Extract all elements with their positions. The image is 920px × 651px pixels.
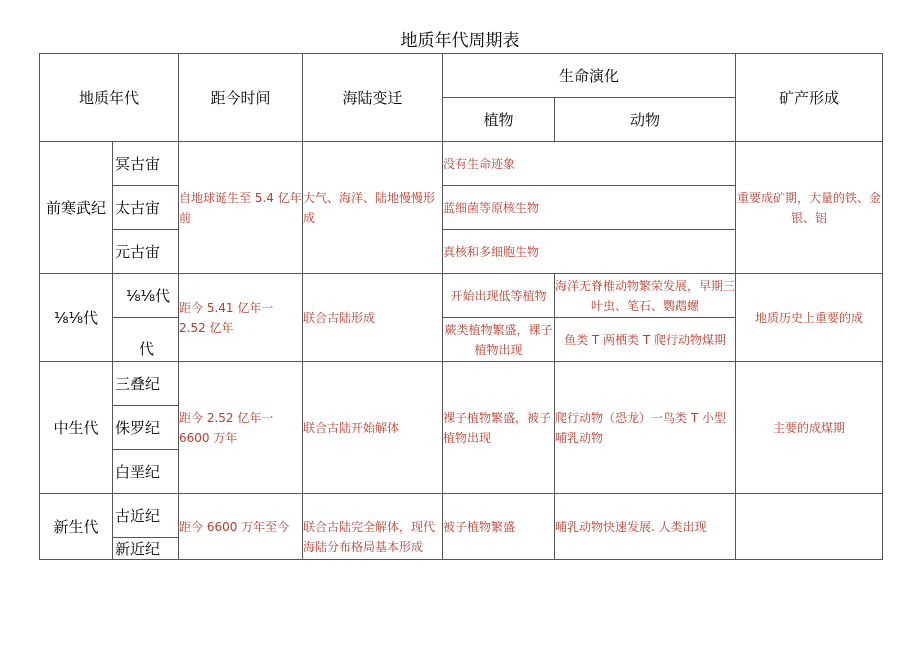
header-animal: 动物 bbox=[555, 98, 736, 142]
page-title: 地质年代周期表 bbox=[400, 31, 520, 51]
cenozoic-plant: 被子植物繁盛 bbox=[443, 494, 555, 560]
mesozoic-sealand: 联合古陆开始解体 bbox=[303, 362, 443, 494]
header-era: 地质年代 bbox=[40, 54, 179, 142]
period-neogene: 新近纪 bbox=[113, 538, 179, 560]
paleozoic-sub-late: 代 bbox=[113, 318, 179, 362]
paleozoic-plant-late: 蕨类植物繁盛，裸子植物出现 bbox=[443, 318, 555, 362]
period-paleogene: 古近纪 bbox=[113, 494, 179, 538]
era-precambrian: 前寒武纪 bbox=[40, 142, 113, 274]
paleozoic-mineral: 地质历史上重要的成 bbox=[736, 274, 883, 362]
eon-proterozoic: 元古宙 bbox=[113, 230, 179, 274]
header-life: 生命演化 bbox=[443, 54, 736, 98]
mesozoic-animal: 爬行动物（恐龙）一鸟类 T 小型哺乳动物 bbox=[555, 362, 736, 494]
paleozoic-sub-early: ⅛⅛代 bbox=[113, 274, 179, 318]
precambrian-life-3: 真核和多细胞生物 bbox=[443, 230, 736, 274]
paleozoic-animal-late: 鱼类 T 两栖类 T 爬行动物煤期 bbox=[555, 318, 736, 362]
paleozoic-plant-early: 开始出现低等植物 bbox=[443, 274, 555, 318]
cenozoic-time: 距今 6600 万年至今 bbox=[179, 494, 303, 560]
mesozoic-plant: 裸子植物繁盛，被子植物出现 bbox=[443, 362, 555, 494]
paleozoic-animal-early: 海洋无脊椎动物繁荣发展，早期三叶虫、笔石、鹦鹉螺 bbox=[555, 274, 736, 318]
eon-hadean: 冥古宙 bbox=[113, 142, 179, 186]
header-sealand: 海陆变迁 bbox=[303, 54, 443, 142]
mesozoic-time: 距今 2.52 亿年一 6600 万年 bbox=[179, 362, 303, 494]
header-time: 距今时间 bbox=[179, 54, 303, 142]
eon-archean: 太古宙 bbox=[113, 186, 179, 230]
era-paleozoic: ⅛⅛代 bbox=[40, 274, 113, 362]
period-jurassic: 侏罗纪 bbox=[113, 406, 179, 450]
cenozoic-mineral bbox=[736, 494, 883, 560]
precambrian-life-1: 没有生命迹象 bbox=[443, 142, 736, 186]
period-triassic: 三叠纪 bbox=[113, 362, 179, 406]
era-mesozoic: 中生代 bbox=[40, 362, 113, 494]
precambrian-mineral: 重要成矿期，大量的铁、金银、铝 bbox=[736, 142, 883, 274]
cenozoic-sealand: 联合古陆完全解体，现代海陆分布格局基本形成 bbox=[303, 494, 443, 560]
paleozoic-sealand: 联合古陆形成 bbox=[303, 274, 443, 362]
header-plant: 植物 bbox=[443, 98, 555, 142]
mesozoic-mineral: 主要的成煤期 bbox=[736, 362, 883, 494]
cenozoic-animal: 哺乳动物快速发展. 人类出现 bbox=[555, 494, 736, 560]
geologic-time-table bbox=[39, 53, 883, 560]
era-cenozoic: 新生代 bbox=[40, 494, 113, 560]
header-mineral: 矿产形成 bbox=[736, 54, 883, 142]
period-cretaceous: 白垩纪 bbox=[113, 450, 179, 494]
precambrian-time: 自地球诞生至 5.4 亿年前 bbox=[179, 142, 303, 274]
precambrian-sealand: 大气、海洋、陆地慢慢形成 bbox=[303, 142, 443, 274]
precambrian-life-2: 蓝细菌等原核生物 bbox=[443, 186, 736, 230]
paleozoic-time: 距今 5.41 亿年一 2.52 亿年 bbox=[179, 274, 303, 362]
